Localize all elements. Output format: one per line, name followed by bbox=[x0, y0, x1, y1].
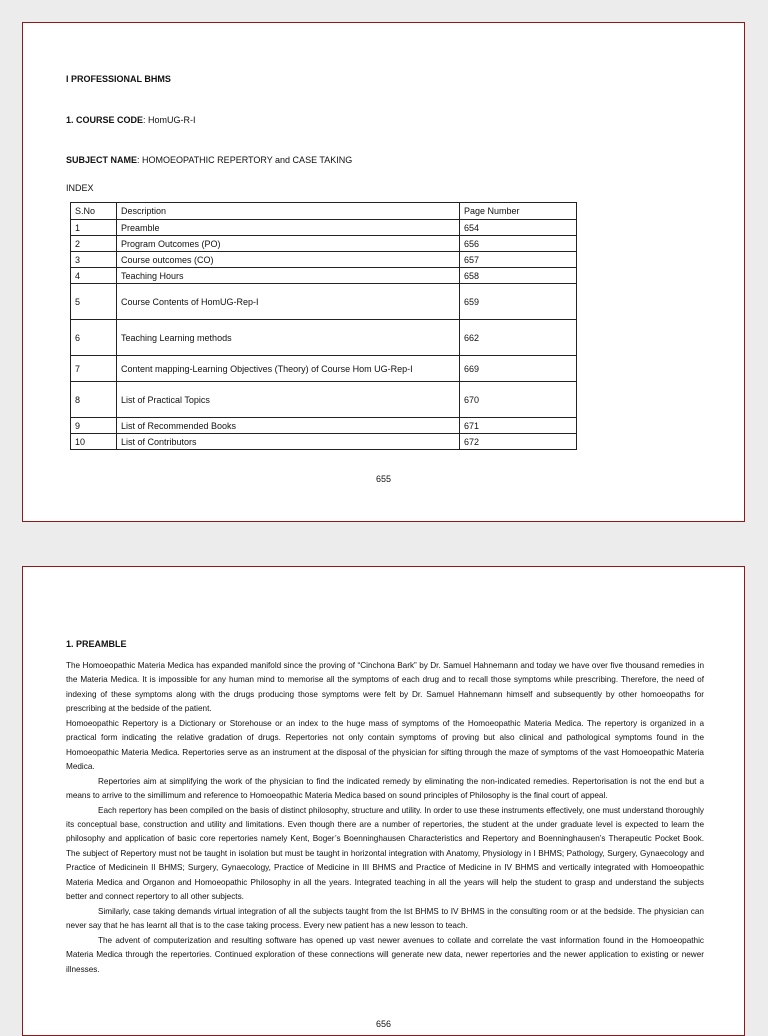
header-page-number: Page Number bbox=[460, 203, 577, 220]
row-description: Teaching Hours bbox=[117, 268, 460, 284]
header-sno: S.No bbox=[71, 203, 117, 220]
paragraph: Each repertory has been compiled on the basis of distinct philosophy, structure and utility. In order to use these instruments effectively, one must understand thoroughly its conceptual base, construction and utility and limitations. Even though there are a number of repertories, the student at the under graduate level is expected to learn the philosophy and application of basic core repertories namely Kent, Boger’s Boenninghausen Characteristics and Repertory and Boenninghausen’s Therapeutic Pocket Book. The subject of Repertory must not be taught in isolation but must be taught in horizontal integration with Anatomy, Physiology in I BHMS; Pathology, Surgery, Gynaecology and Practice of Medicinein II BHMS; Surgery, Gynaecology, Practice of Medicine in III BHMS and Practice of Medicine in IV BHMS and vertically integrated with Homoeopathic Materia Medica and Organon and Homoeopathic Philosophy in all the years. Integrated teaching in all the years will help the student to grasp and understand the subjects better and connect repertory to all other subjects. bbox=[66, 805, 704, 902]
row-description: Course Contents of HomUG-Rep-I bbox=[117, 284, 460, 320]
row-description: List of Practical Topics bbox=[117, 382, 460, 418]
page-number: 656 bbox=[375, 1019, 392, 1029]
table-row bbox=[71, 356, 577, 382]
row-sno: 8 bbox=[71, 382, 117, 418]
row-page-number: 671 bbox=[460, 418, 577, 434]
table-row bbox=[71, 220, 577, 236]
row-sno: 7 bbox=[71, 356, 117, 382]
row-page-number: 658 bbox=[460, 268, 577, 284]
table-row bbox=[71, 418, 577, 434]
row-description: Course outcomes (CO) bbox=[117, 252, 460, 268]
row-description: List of Recommended Books bbox=[117, 418, 460, 434]
table-header-row bbox=[71, 203, 577, 220]
table-row bbox=[71, 320, 577, 356]
row-sno: 4 bbox=[71, 268, 117, 284]
preamble-body bbox=[66, 659, 704, 977]
index-table bbox=[70, 202, 577, 450]
row-page-number: 662 bbox=[460, 320, 577, 356]
index-label: INDEX bbox=[66, 183, 94, 193]
paragraph: Homoeopathic Repertory is a Dictionary or Storehouse or an index to the huge mass of symptoms of the Homoeopathic Materia Medica. The repertory is organized in a practical form indicating the relative gradation of drugs. Repertories not only contain symptoms of proving but also clinical and pathological symptoms found in the Homoeopathic Materia Medica. Repertories serve as an instrument at the disposal of the physician for sifting through the maze of symptoms of the vast Homoeopathic Materia Medica. bbox=[66, 718, 704, 772]
row-page-number: 654 bbox=[460, 220, 577, 236]
row-page-number: 656 bbox=[460, 236, 577, 252]
row-sno: 10 bbox=[71, 434, 117, 450]
paragraph: Repertories aim at simplifying the work of the physician to find the indicated remedy by eliminating the non-indicated remedies. Repertorisation is not the end but a means to arrive to the simillimum and reference to Homoeopathic Materia Medica based on sound principles of Philosophy is the final court of appeal. bbox=[66, 776, 704, 801]
row-description: Content mapping-Learning Objectives (Theory) of Course Hom UG-Rep-I bbox=[117, 356, 460, 382]
section-heading: 1. PREAMBLE bbox=[66, 639, 127, 649]
page-number: 655 bbox=[375, 474, 392, 484]
paragraph: The advent of computerization and resulting software has opened up vast newer avenues to collate and correlate the vast information found in the Homoeopathic Materia Medica through the repertories. Continued exploration of these connections will generate new data, newer repertories and the newer application to existing or newer illnesses. bbox=[66, 935, 704, 974]
row-description: Teaching Learning methods bbox=[117, 320, 460, 356]
row-page-number: 669 bbox=[460, 356, 577, 382]
table-row bbox=[71, 434, 577, 450]
subject-name-label: SUBJECT NAME bbox=[66, 155, 138, 165]
document-page-2 bbox=[22, 566, 745, 1036]
table-row bbox=[71, 284, 577, 320]
row-sno: 3 bbox=[71, 252, 117, 268]
document-page-1 bbox=[22, 22, 745, 522]
row-sno: 1 bbox=[71, 220, 117, 236]
course-code-label: 1. COURSE CODE bbox=[66, 115, 144, 125]
header-description: Description bbox=[117, 203, 460, 220]
row-sno: 5 bbox=[71, 284, 117, 320]
table-row bbox=[71, 268, 577, 284]
course-code-line bbox=[66, 115, 196, 125]
row-page-number: 657 bbox=[460, 252, 577, 268]
table-row bbox=[71, 252, 577, 268]
row-description: List of Contributors bbox=[117, 434, 460, 450]
paragraph: The Homoeopathic Materia Medica has expanded manifold since the proving of “Cinchona Bark” by Dr. Samuel Hahnemann and today we have over five thousand remedies in the Materia Medica. It is impossible for any human mind to memorise all the symptoms of each drug and to recall those symptoms while prescribing. Therefore, the need of indexing of these symptoms along with the drugs producing those symptoms were felt by Dr. Samuel Hahnemann himself and subsequently by other homoeopaths for prescribing at the bedside of the patient. bbox=[66, 661, 704, 714]
row-page-number: 672 bbox=[460, 434, 577, 450]
row-sno: 6 bbox=[71, 320, 117, 356]
row-page-number: 659 bbox=[460, 284, 577, 320]
row-sno: 9 bbox=[71, 418, 117, 434]
subject-name-line bbox=[66, 155, 352, 165]
course-heading: I PROFESSIONAL BHMS bbox=[66, 74, 171, 84]
row-page-number: 670 bbox=[460, 382, 577, 418]
course-code-value: : HomUG-R-I bbox=[143, 115, 196, 125]
row-description: Preamble bbox=[117, 220, 460, 236]
table-row bbox=[71, 382, 577, 418]
row-sno: 2 bbox=[71, 236, 117, 252]
table-row bbox=[71, 236, 577, 252]
subject-name-value: : HOMOEOPATHIC REPERTORY and CASE TAKING bbox=[137, 155, 353, 165]
paragraph: Similarly, case taking demands virtual integration of all the subjects taught from the Ist BHMS to IV BHMS in the consulting room or at the bedside. The physician can never say that he has learnt all that is to the case taking process. Every new patient has a new lesson to teach. bbox=[66, 906, 704, 931]
row-description: Program Outcomes (PO) bbox=[117, 236, 460, 252]
